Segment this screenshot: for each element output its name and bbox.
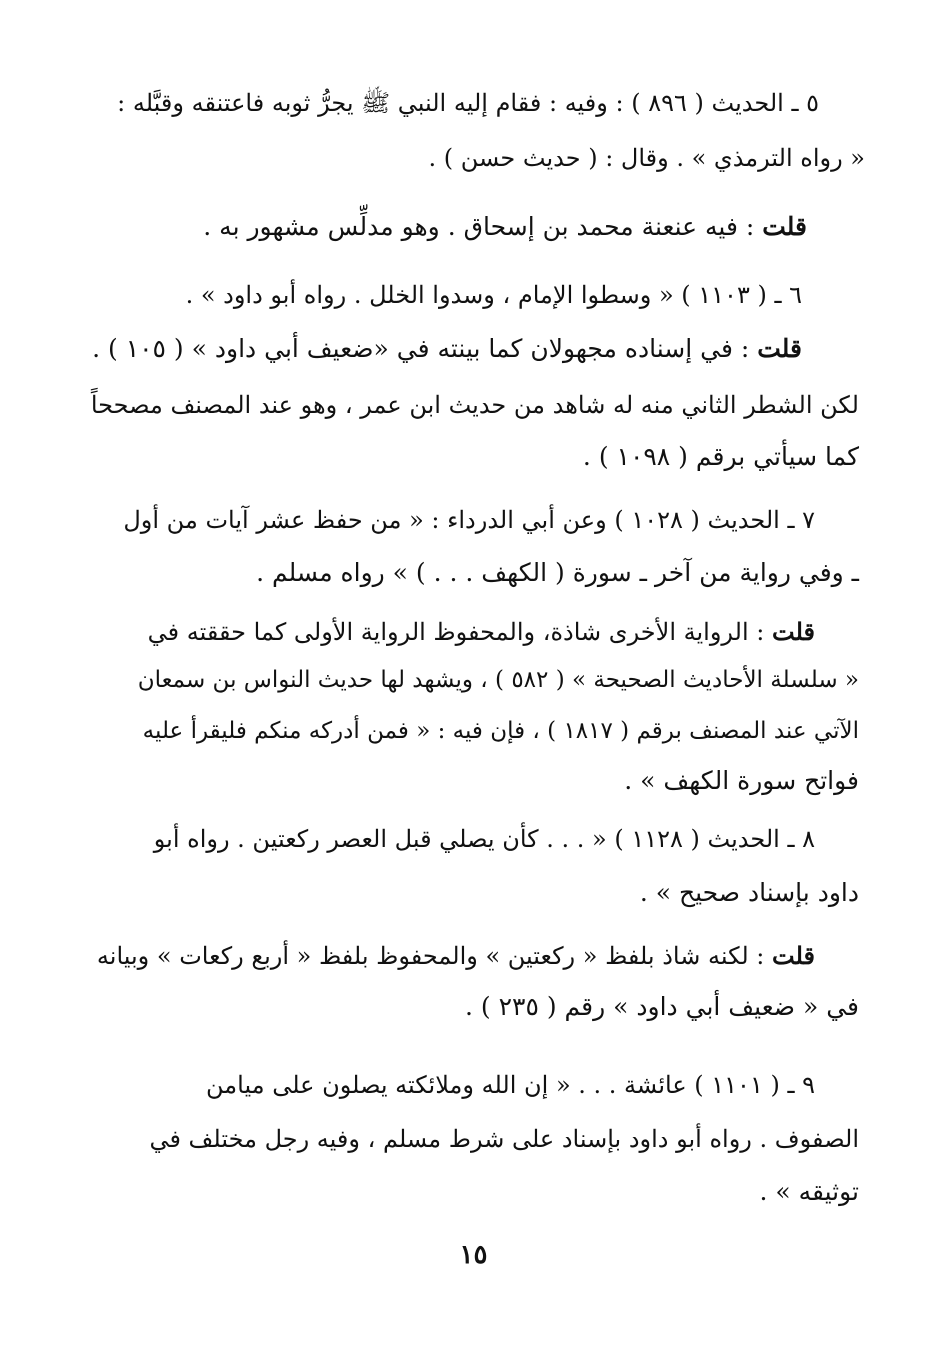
- text-line: توثيقه » .: [759, 1177, 859, 1206]
- text-line: ٥ ـ الحديث ( ٨٩٦ ) : وفيه : فقام إليه النبي ﷺ يجرُّ ثوبه فاعتنقه وقبَّله :: [117, 89, 819, 117]
- text-line: ٦ ـ ( ١١٠٣ ) « وسطوا الإمام ، وسدوا الخلل . رواه أبو داود » .: [185, 281, 802, 309]
- note-text: : فيه عنعنة محمد بن إسحاق . وهو مدلِّس مشهور به .: [203, 212, 755, 241]
- text-line: كما سيأتي برقم ( ١٠٩٨ ) .: [582, 442, 859, 471]
- note-line: [148, 615, 815, 649]
- text-line: ٧ ـ الحديث ( ١٠٢٨ ) وعن أبي الدرداء : « من حفظ عشر آيات من أول: [123, 506, 815, 534]
- text-line: الآتي عند المصنف برقم ( ١٨١٧ ) ، فإن فيه : « فمن أدركه منكم فليقرأ عليه: [142, 718, 859, 744]
- text-line: ٩ ـ ( ١١٠١ ) عائشة . . . « إن الله وملائكته يصلون على ميامن: [206, 1071, 815, 1099]
- text-line: الصفوف . رواه أبو داود بإسناد على شرط مسلم ، وفيه رجل مختلف في: [149, 1125, 859, 1153]
- note-text: : في إسناده مجهولان كما بينته في «ضعيف أبي داود » ( ١٠٥ ) .: [92, 334, 750, 363]
- page-number: ١٥: [459, 1240, 488, 1270]
- note-line: [92, 332, 802, 366]
- text-line: ٨ ـ الحديث ( ١١٢٨ ) « . . . كأن يصلي قبل العصر ركعتين . رواه أبو: [153, 825, 815, 853]
- text-line: « رواه الترمذي » . وقال : ( حديث حسن ) .: [428, 144, 865, 172]
- note-keyword: قلت: [762, 212, 807, 241]
- note-line: [97, 939, 815, 973]
- text-line: « سلسلة الأحاديث الصحيحة » ( ٥٨٢ ) ، ويشهد لها حديث النواس بن سمعان: [137, 667, 859, 693]
- text-line: فواتح سورة الكهف » .: [624, 766, 859, 795]
- text-line: لكن الشطر الثاني منه له شاهد من حديث ابن عمر ، وهو عند المصنف مصححاً: [90, 391, 859, 419]
- note-keyword: قلت: [772, 941, 815, 970]
- text-line: في « ضعيف أبي داود » رقم ( ٢٣٥ ) .: [465, 992, 859, 1021]
- note-text: : الرواية الأخرى شاذة، والمحفوظ الرواية الأولى كما حققته في: [147, 618, 765, 646]
- note-keyword: قلت: [757, 334, 802, 363]
- note-text: : لكنه شاذ بلفظ « ركعتين » والمحفوظ بلفظ « أربع ركعات » وبيانه: [96, 942, 765, 970]
- text-line: داود بإسناد صحيح » .: [639, 878, 859, 907]
- note-keyword: قلت: [772, 617, 815, 646]
- text-line: ـ وفي رواية من آخر ـ سورة ( الكهف . . . ) » رواه مسلم .: [256, 558, 859, 587]
- note-line: [203, 210, 807, 244]
